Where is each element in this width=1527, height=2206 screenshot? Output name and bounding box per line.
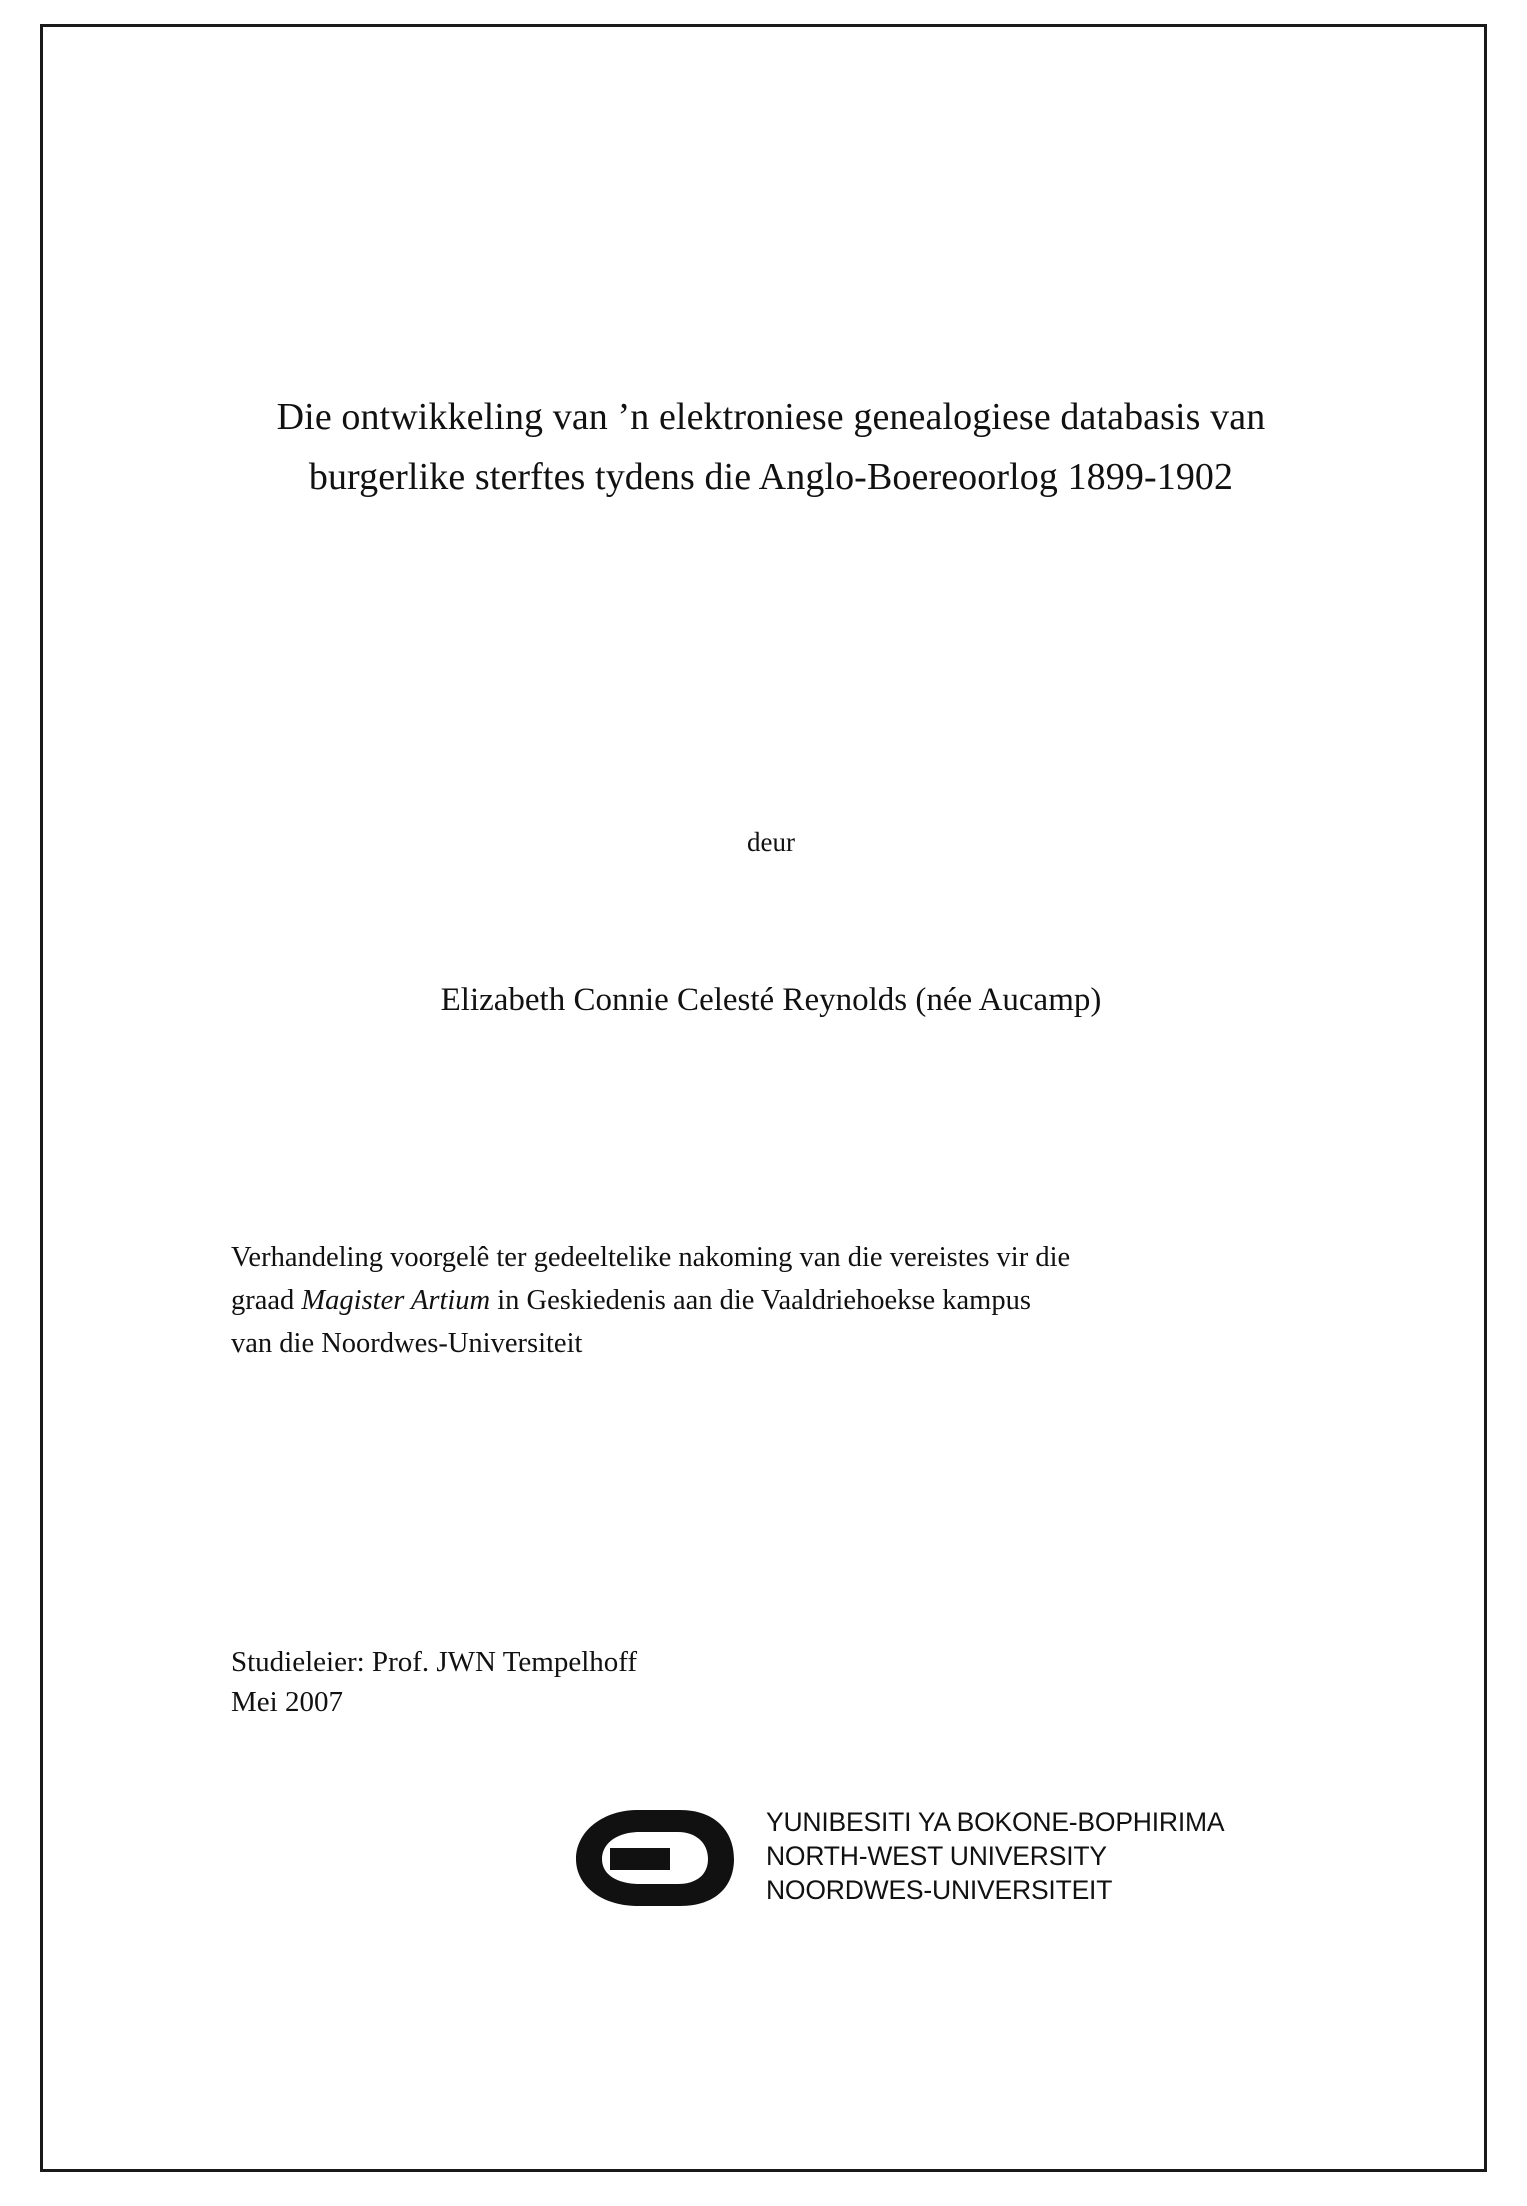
degree-statement-line-1: Verhandeling voorgelê ter gedeeltelike nakoming van die vereistes vir die: [231, 1242, 1071, 1273]
page-border: [40, 24, 1487, 2172]
title-line-1: Die ontwikkeling van ’n elektroniese genealogiese databasis van: [276, 396, 1266, 438]
nwu-logo-icon: [566, 1804, 761, 1912]
degree-name-italic: Magister Artium: [301, 1284, 491, 1316]
page-content: [191, 27, 1351, 2169]
logo-line-3: NOORDWES-UNIVERSITEIT: [766, 1874, 1113, 1905]
date-line: Mei 2007: [231, 1686, 343, 1719]
university-logo: [566, 1802, 1266, 1922]
page-title: [191, 387, 1351, 507]
degree-statement-line-3: van die Noordwes-Universiteit: [231, 1327, 583, 1359]
degree-statement-line-2: [231, 1280, 1309, 1323]
supervisor-block: [231, 1642, 1231, 1722]
degree-statement-line-2-post: in Geskiedenis aan die Vaaldriehoekse kampus: [490, 1284, 1031, 1316]
title-line-2: burgerlike sterftes tydens die Anglo-Boereoorlog 1899-1902: [308, 456, 1234, 499]
degree-statement: [231, 1237, 1309, 1365]
university-logo-text: [766, 1806, 1224, 1908]
by-label: deur: [747, 827, 795, 857]
logo-line-1: YUNIBESITI YA BOKONE-BOPHIRIMA: [766, 1807, 1225, 1837]
author-name: Elizabeth Connie Celesté Reynolds (née Aucamp): [440, 982, 1102, 1018]
degree-statement-line-2-pre: graad: [231, 1284, 302, 1316]
supervisor-line: Studieleier: Prof. JWN Tempelhoff: [231, 1646, 638, 1678]
logo-line-2: NORTH-WEST UNIVERSITY: [766, 1840, 1107, 1871]
